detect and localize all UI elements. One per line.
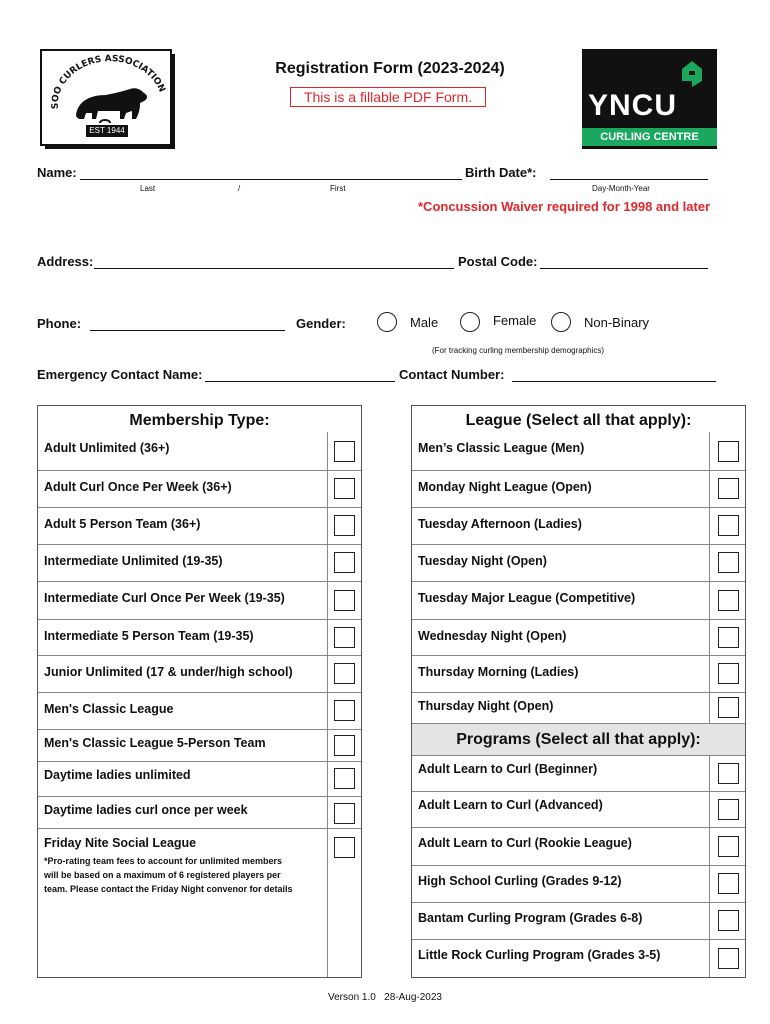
membership-header: Membership Type:	[129, 412, 270, 429]
gender-note: (For tracking curling membership demographics)	[432, 346, 605, 355]
table-row	[38, 730, 361, 762]
table-row	[412, 756, 745, 792]
league-checkbox[interactable]	[718, 627, 739, 648]
table-row	[38, 693, 361, 730]
league-label: Tuesday Night (Open)	[418, 554, 547, 568]
membership-checkbox[interactable]	[334, 735, 355, 756]
gender-nonbinary-label: Non-Binary	[584, 315, 650, 330]
last-hint: Last	[140, 184, 156, 193]
postal-code-field[interactable]	[540, 268, 708, 269]
membership-checkbox[interactable]	[334, 627, 355, 648]
version-footer: Verson 1.0 28-Aug-2023	[328, 992, 442, 1003]
membership-label: Intermediate Unlimited (19-35)	[44, 554, 223, 568]
yncu-logo	[582, 49, 717, 149]
membership-checkbox[interactable]	[334, 441, 355, 462]
table-row	[412, 792, 745, 828]
birth-date-label: Birth Date*:	[465, 165, 537, 180]
program-checkbox[interactable]	[718, 948, 739, 969]
gender-male-label: Male	[410, 315, 439, 330]
table-row	[412, 693, 745, 724]
gender-male-radio[interactable]	[377, 312, 397, 332]
league-checkbox[interactable]	[718, 697, 739, 718]
table-row	[38, 762, 361, 797]
phone-label: Phone:	[37, 316, 82, 331]
league-checkbox[interactable]	[718, 441, 739, 462]
membership-checkbox[interactable]	[334, 700, 355, 721]
table-row	[38, 582, 361, 620]
table-row	[38, 508, 361, 545]
table-row	[38, 656, 361, 693]
table-row	[412, 940, 745, 977]
program-label: Little Rock Curling Program (Grades 3-5)	[418, 948, 661, 962]
program-checkbox[interactable]	[718, 836, 739, 857]
gender-nonbinary-radio[interactable]	[551, 312, 571, 332]
concussion-note: *Concussion Waiver required for 1998 and later	[418, 199, 711, 214]
program-label: Adult Learn to Curl (Rookie League)	[418, 836, 632, 850]
league-label: Wednesday Night (Open)	[418, 629, 567, 643]
membership-label: Daytime ladies curl once per week	[44, 803, 248, 817]
friday-note-line: will be based on a maximum of 6 registered players per	[44, 870, 281, 880]
league-label: Thursday Night (Open)	[418, 699, 554, 713]
league-label: Thursday Morning (Ladies)	[418, 665, 579, 679]
name-field[interactable]	[80, 179, 462, 180]
league-table	[411, 405, 746, 978]
table-row	[412, 545, 745, 582]
membership-label: Adult Curl Once Per Week (36+)	[44, 480, 232, 494]
membership-label: Men's Classic League	[44, 702, 174, 716]
emergency-contact-label: Emergency Contact Name:	[37, 367, 203, 382]
program-checkbox[interactable]	[718, 763, 739, 784]
membership-checkbox[interactable]	[334, 803, 355, 824]
form-title: Registration Form (2023-2024)	[275, 60, 505, 77]
programs-header: Programs (Select all that apply):	[456, 731, 701, 748]
membership-checkbox[interactable]	[334, 768, 355, 789]
league-checkbox[interactable]	[718, 590, 739, 611]
date-format-hint: Day-Month-Year	[592, 184, 650, 193]
table-row	[412, 828, 745, 866]
emergency-contact-field[interactable]	[205, 381, 395, 382]
membership-checkbox[interactable]	[334, 837, 355, 858]
league-checkbox[interactable]	[718, 515, 739, 536]
name-label: Name:	[37, 165, 77, 180]
membership-checkbox[interactable]	[334, 478, 355, 499]
table-row	[38, 545, 361, 582]
yncu-brand-text: YNCU	[588, 89, 678, 122]
table-row	[412, 471, 745, 508]
table-row	[38, 432, 361, 471]
membership-label: Friday Nite Social League	[44, 836, 197, 850]
league-label: Tuesday Afternoon (Ladies)	[418, 517, 582, 531]
phone-field[interactable]	[90, 330, 285, 331]
address-field[interactable]	[94, 268, 454, 269]
yncu-subtitle: CURLING CENTRE	[582, 128, 717, 146]
friday-note-line: *Pro-rating team fees to account for unlimited members	[44, 856, 283, 866]
league-checkbox[interactable]	[718, 478, 739, 499]
table-row	[412, 508, 745, 545]
program-checkbox[interactable]	[718, 799, 739, 820]
program-label: High School Curling (Grades 9-12)	[418, 874, 622, 888]
league-checkbox[interactable]	[718, 552, 739, 573]
table-row	[412, 582, 745, 620]
membership-checkbox[interactable]	[334, 515, 355, 536]
membership-table	[37, 405, 362, 978]
league-checkbox[interactable]	[718, 663, 739, 684]
membership-label: Adult 5 Person Team (36+)	[44, 517, 201, 531]
membership-checkbox[interactable]	[334, 552, 355, 573]
logo-est-text: EST 1944	[89, 126, 125, 135]
table-row	[38, 829, 361, 977]
contact-number-field[interactable]	[512, 381, 716, 382]
program-checkbox[interactable]	[718, 910, 739, 931]
table-row	[412, 903, 745, 940]
table-row	[412, 866, 745, 903]
logo-arc-text: SOO CURLERS ASSOCIATION	[50, 54, 167, 110]
table-row	[412, 432, 745, 471]
program-label: Bantam Curling Program (Grades 6-8)	[418, 911, 643, 925]
postal-code-label: Postal Code:	[458, 254, 538, 269]
membership-checkbox[interactable]	[334, 590, 355, 611]
soo-curlers-logo	[40, 49, 175, 149]
friday-note-line: team. Please contact the Friday Night convenor for details	[44, 884, 293, 894]
membership-checkbox[interactable]	[334, 663, 355, 684]
gender-label: Gender:	[296, 316, 346, 331]
table-row	[412, 620, 745, 656]
league-label: Tuesday Major League (Competitive)	[418, 591, 636, 605]
membership-label: Junior Unlimited (17 & under/high school)	[44, 665, 293, 679]
table-row	[412, 656, 745, 693]
first-hint: First	[330, 184, 346, 193]
table-row	[38, 471, 361, 508]
league-header: League (Select all that apply):	[465, 412, 692, 429]
league-label: Men’s Classic League (Men)	[418, 441, 585, 455]
membership-label: Daytime ladies unlimited	[44, 768, 191, 782]
table-row	[38, 797, 361, 829]
program-label: Adult Learn to Curl (Advanced)	[418, 798, 603, 812]
contact-number-label: Contact Number:	[399, 367, 505, 382]
membership-label: Men's Classic League 5-Person Team	[44, 736, 266, 750]
program-label: Adult Learn to Curl (Beginner)	[418, 762, 598, 776]
membership-label: Adult Unlimited (36+)	[44, 441, 170, 455]
gender-female-radio[interactable]	[460, 312, 480, 332]
fillable-notice: This is a fillable PDF Form.	[290, 87, 486, 107]
membership-label: Intermediate Curl Once Per Week (19-35)	[44, 591, 285, 605]
program-checkbox[interactable]	[718, 873, 739, 894]
birth-date-field[interactable]	[550, 179, 708, 180]
membership-label: Intermediate 5 Person Team (19-35)	[44, 629, 254, 643]
programs-header-row	[412, 724, 745, 756]
address-label: Address:	[37, 254, 94, 269]
slash-hint: /	[238, 184, 241, 193]
gender-female-label: Female	[493, 313, 537, 328]
table-row	[38, 620, 361, 656]
league-label: Monday Night League (Open)	[418, 480, 592, 494]
